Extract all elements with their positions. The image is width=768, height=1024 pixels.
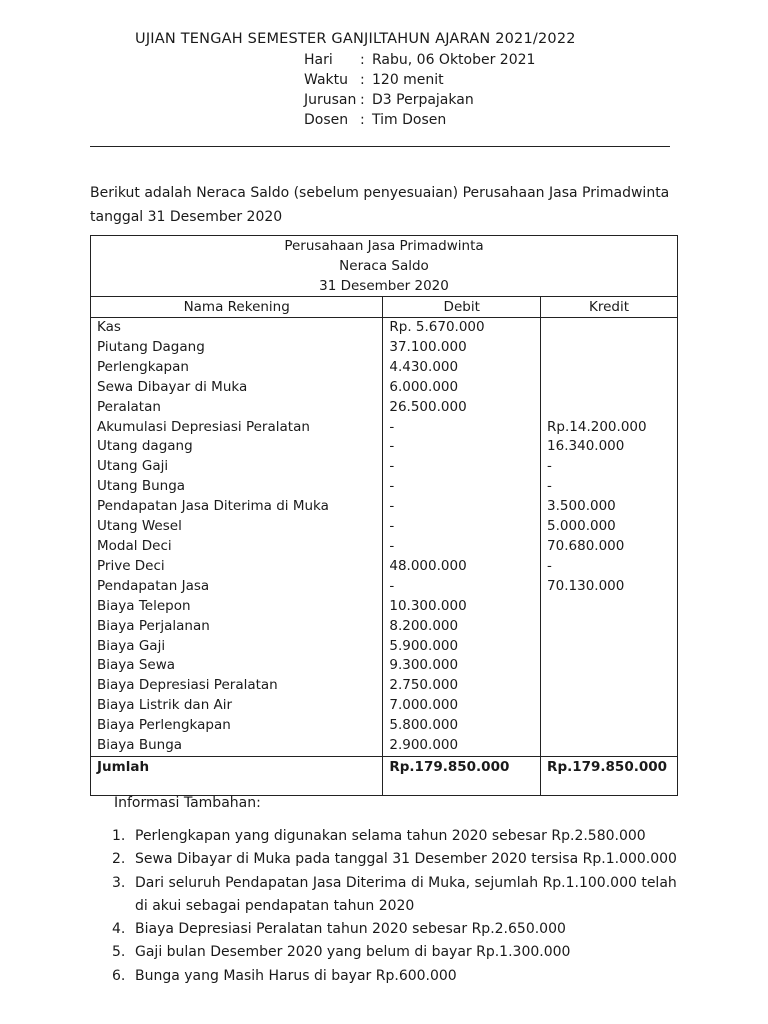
kredit-value <box>541 716 678 736</box>
table-row <box>91 457 678 477</box>
info-item <box>112 965 692 988</box>
column-header-debit: Debit <box>383 297 541 318</box>
table-row <box>91 358 678 378</box>
table-row <box>91 676 678 696</box>
table-row <box>91 537 678 557</box>
table-row <box>91 617 678 637</box>
table-row <box>91 497 678 517</box>
account-name: Prive Deci <box>91 557 383 577</box>
debit-value: 8.200.000 <box>383 617 541 637</box>
debit-value: 2.900.000 <box>383 736 541 756</box>
kredit-value <box>541 338 678 358</box>
account-name: Biaya Bunga <box>91 736 383 756</box>
debit-value: Rp. 5.670.000 <box>383 318 541 338</box>
info-item-text: Bunga yang Masih Harus di bayar Rp.600.000 <box>135 967 457 984</box>
info-item-text: Perlengkapan yang digunakan selama tahun 2020 sebesar Rp.2.580.000 <box>135 828 646 844</box>
info-item <box>112 918 692 941</box>
kredit-value <box>541 736 678 756</box>
meta-label: Waktu <box>304 72 348 88</box>
debit-value: - <box>383 537 541 557</box>
debit-value: 26.500.000 <box>383 398 541 418</box>
kredit-value: - <box>541 477 678 497</box>
table-row <box>91 656 678 676</box>
kredit-value <box>541 318 678 338</box>
debit-value: 48.000.000 <box>383 557 541 577</box>
meta-separator: : <box>360 92 365 108</box>
info-item <box>112 941 692 964</box>
info-item-text: Biaya Depresiasi Peralatan tahun 2020 sebesar Rp.2.650.000 <box>135 921 566 938</box>
info-item-number: 1. <box>112 828 126 844</box>
info-item-text: Sewa Dibayar di Muka pada tanggal 31 Desember 2020 tersisa Rp.1.000.000 <box>135 851 677 868</box>
meta-value: 120 menit <box>372 72 444 88</box>
account-name: Biaya Gaji <box>91 637 383 657</box>
debit-value: - <box>383 517 541 537</box>
debit-value: 5.800.000 <box>383 716 541 736</box>
table-row <box>91 696 678 716</box>
intro-paragraph: Berikut adalah Neraca Saldo (sebelum penyesuaian) Perusahaan Jasa Primadwinta tanggal 31 Desember 2020 <box>90 185 670 225</box>
info-title: Informasi Tambahan: <box>114 795 261 811</box>
debit-value: - <box>383 577 541 597</box>
debit-value: 6.000.000 <box>383 378 541 398</box>
info-item <box>112 872 692 919</box>
table-row <box>91 418 678 438</box>
account-name: Sewa Dibayar di Muka <box>91 378 383 398</box>
account-name: Akumulasi Depresiasi Peralatan <box>91 418 383 438</box>
debit-value: 2.750.000 <box>383 676 541 696</box>
meta-label: Hari <box>304 52 333 68</box>
account-name: Biaya Sewa <box>91 656 383 676</box>
info-item-number: 3. <box>112 874 126 891</box>
info-item-text: Gaji bulan Desember 2020 yang belum di bayar Rp.1.300.000 <box>135 944 571 961</box>
kredit-value: 70.680.000 <box>541 537 678 557</box>
info-item <box>112 848 692 871</box>
meta-label: Jurusan <box>304 92 357 108</box>
account-name: Pendapatan Jasa <box>91 577 383 597</box>
kredit-value: 3.500.000 <box>541 497 678 517</box>
header-divider <box>90 146 670 147</box>
meta-separator: : <box>360 72 365 88</box>
table-row <box>91 318 678 338</box>
kredit-value: Rp.14.200.000 <box>541 418 678 438</box>
account-name: Biaya Depresiasi Peralatan <box>91 676 383 696</box>
trial-balance-table <box>90 235 678 796</box>
info-item-text: Dari seluruh Pendapatan Jasa Diterima di Muka, sejumlah Rp.1.100.000 telah di akui sebagai pendapatan tahun 2020 <box>135 874 677 914</box>
account-name: Perlengkapan <box>91 358 383 378</box>
kredit-value: 70.130.000 <box>541 577 678 597</box>
meta-value: D3 Perpajakan <box>372 92 474 108</box>
total-label: Jumlah <box>91 756 383 795</box>
account-name: Utang dagang <box>91 437 383 457</box>
info-list <box>112 825 692 988</box>
info-item-number: 6. <box>112 967 126 984</box>
kredit-value: - <box>541 557 678 577</box>
company-name: Perusahaan Jasa Primadwinta <box>284 238 484 254</box>
account-name: Utang Gaji <box>91 457 383 477</box>
meta-value: Tim Dosen <box>372 112 447 128</box>
debit-value: - <box>383 477 541 497</box>
info-item-number: 4. <box>112 921 126 938</box>
table-row <box>91 637 678 657</box>
debit-value: - <box>383 437 541 457</box>
total-row <box>91 756 678 795</box>
account-name: Biaya Perjalanan <box>91 617 383 637</box>
table-row <box>91 597 678 617</box>
total-debit: Rp.179.850.000 <box>383 756 541 795</box>
debit-value: 4.430.000 <box>383 358 541 378</box>
debit-value: - <box>383 418 541 438</box>
kredit-value <box>541 617 678 637</box>
account-name: Biaya Telepon <box>91 597 383 617</box>
table-row <box>91 716 678 736</box>
kredit-value <box>541 696 678 716</box>
account-name: Modal Deci <box>91 537 383 557</box>
debit-value: 5.900.000 <box>383 637 541 657</box>
meta-separator: : <box>360 52 365 68</box>
table-row <box>91 338 678 358</box>
exam-title: UJIAN TENGAH SEMESTER GANJILTAHUN AJARAN 2021/2022 <box>135 31 576 47</box>
meta-value: Rabu, 06 Oktober 2021 <box>372 52 536 68</box>
kredit-value <box>541 378 678 398</box>
table-row <box>91 736 678 756</box>
table-row <box>91 517 678 537</box>
kredit-value <box>541 676 678 696</box>
report-date: 31 Desember 2020 <box>319 278 449 294</box>
kredit-value <box>541 637 678 657</box>
column-header-kredit: Kredit <box>541 297 678 318</box>
account-name: Piutang Dagang <box>91 338 383 358</box>
total-kredit: Rp.179.850.000 <box>541 756 678 795</box>
kredit-value <box>541 398 678 418</box>
kredit-value: - <box>541 457 678 477</box>
meta-label: Dosen <box>304 112 349 128</box>
debit-value: 37.100.000 <box>383 338 541 358</box>
kredit-value <box>541 656 678 676</box>
debit-value: - <box>383 457 541 477</box>
account-name: Biaya Perlengkapan <box>91 716 383 736</box>
table-row <box>91 398 678 418</box>
debit-value: 7.000.000 <box>383 696 541 716</box>
table-row <box>91 378 678 398</box>
account-name: Utang Wesel <box>91 517 383 537</box>
meta-separator: : <box>360 112 365 128</box>
table-caption <box>91 236 678 297</box>
info-item-number: 5. <box>112 944 126 961</box>
info-item-number: 2. <box>112 851 126 868</box>
table-row <box>91 437 678 457</box>
kredit-value <box>541 358 678 378</box>
account-name: Peralatan <box>91 398 383 418</box>
kredit-value: 16.340.000 <box>541 437 678 457</box>
table-row <box>91 577 678 597</box>
account-name: Biaya Listrik dan Air <box>91 696 383 716</box>
kredit-value <box>541 597 678 617</box>
debit-value: - <box>383 497 541 517</box>
debit-value: 9.300.000 <box>383 656 541 676</box>
table-row <box>91 557 678 577</box>
info-item <box>112 825 692 848</box>
report-name: Neraca Saldo <box>339 258 429 274</box>
kredit-value: 5.000.000 <box>541 517 678 537</box>
account-name: Utang Bunga <box>91 477 383 497</box>
column-header-nama-rekening: Nama Rekening <box>91 297 383 318</box>
debit-value: 10.300.000 <box>383 597 541 617</box>
table-row <box>91 477 678 497</box>
account-name: Pendapatan Jasa Diterima di Muka <box>91 497 383 517</box>
account-name: Kas <box>91 318 383 338</box>
